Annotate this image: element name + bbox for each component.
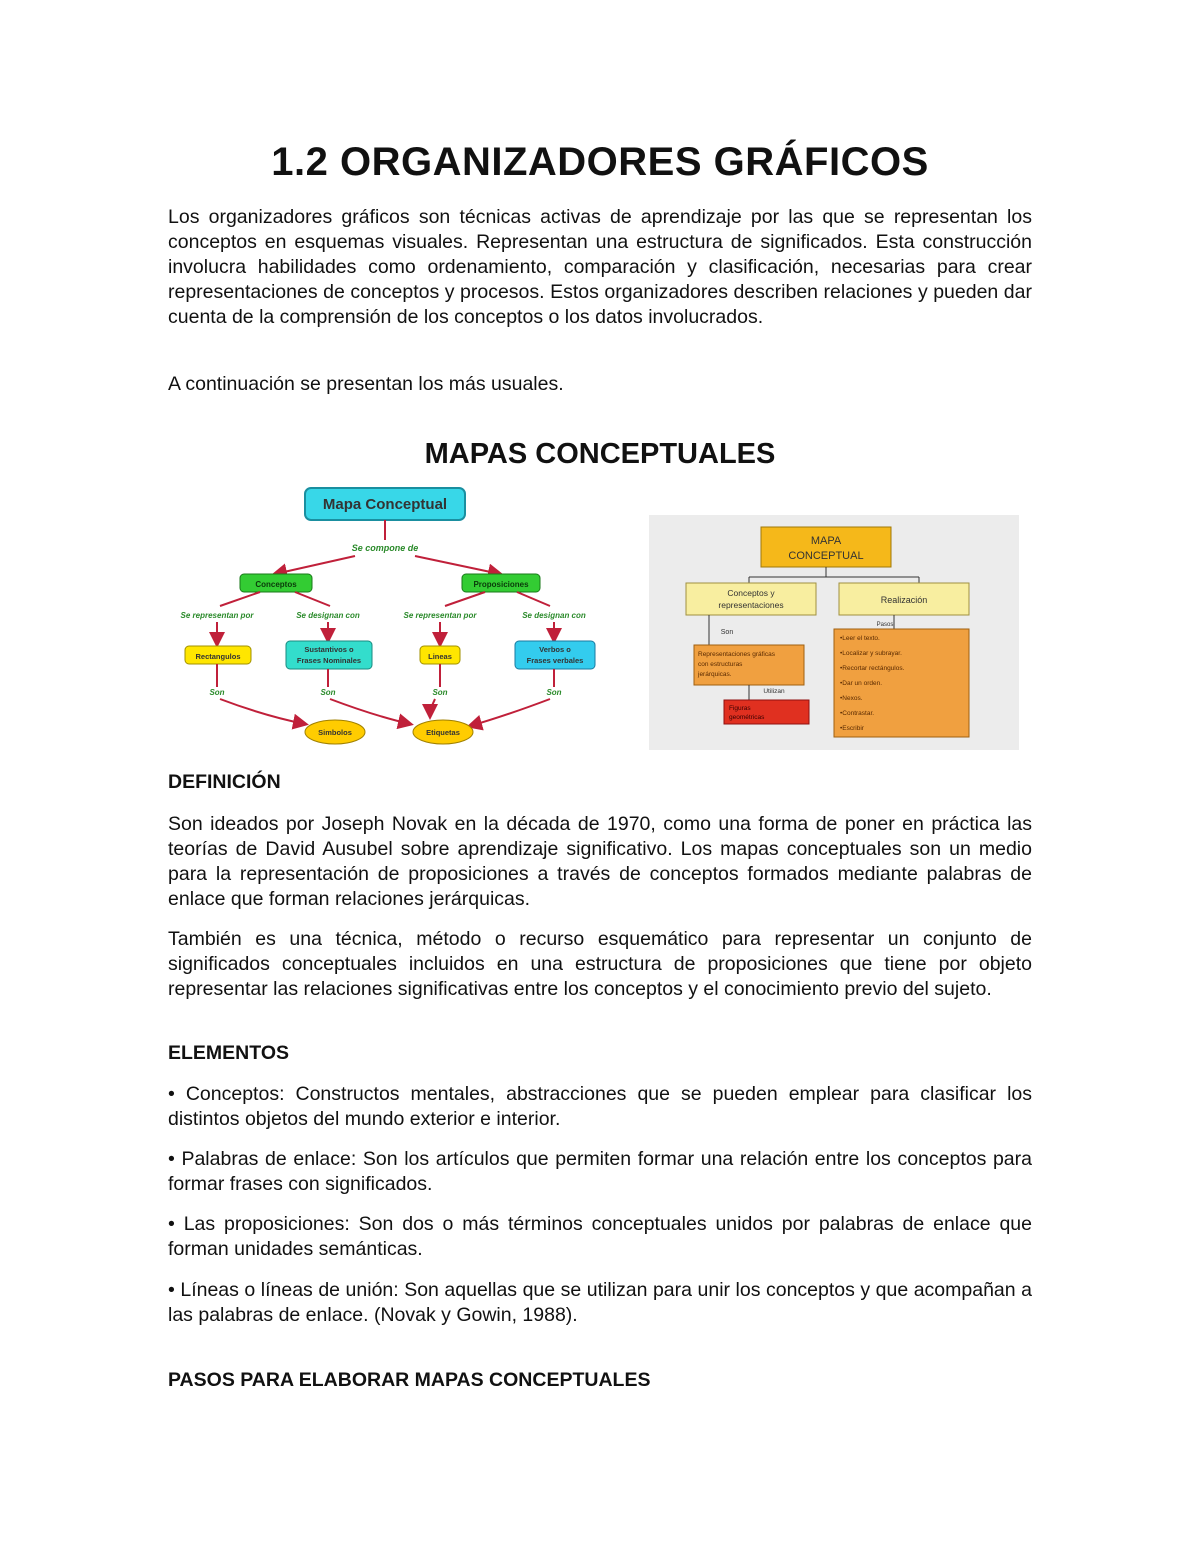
elementos-item: • Las proposiciones: Son dos o más términos conceptuales unidos por palabras de enlace que forman unidades semánticas.	[168, 1213, 1032, 1260]
map1-link-4: Se designan con	[522, 611, 586, 620]
map2-step-3: •Recortar rectángulos.	[840, 665, 905, 672]
map1-son-3: Son	[432, 688, 448, 697]
map1-edge	[430, 699, 435, 716]
map2-left-text-a: Conceptos y	[727, 588, 775, 598]
map1-left-text: Conceptos	[255, 580, 297, 589]
map2-step-5: •Nexos.	[840, 695, 863, 702]
map2-root-text-a: MAPA	[810, 535, 842, 547]
map2-step-7: •Escribir	[840, 725, 864, 732]
elementos-item: • Palabras de enlace: Son los artículos que permiten formar una relación entre los conceptos para formar frases con significados.	[168, 1148, 1032, 1195]
elementos-item: • Conceptos: Constructos mentales, abstracciones que se pueden emplear para clasificar los distintos objetos del mundo exterior e interior.	[168, 1083, 1032, 1130]
map2-figuras-text-a: Figuras	[729, 705, 751, 712]
map1-son-1: Son	[209, 688, 225, 697]
map1-edge	[295, 592, 330, 606]
map2-root-text-b: CONCEPTUAL	[788, 550, 864, 562]
map2-right-text: Realización	[880, 595, 928, 605]
map1-node-2-text-a: Sustantivos o	[304, 645, 354, 654]
map1-root-text: Mapa Conceptual	[322, 496, 448, 513]
map1-edge	[275, 556, 355, 574]
map2-repr-text-a: Representaciones gráficas	[698, 651, 775, 658]
map1-son-2: Son	[320, 688, 336, 697]
map1-edge	[517, 592, 550, 606]
map2-utilizan-label: Utilizan	[763, 688, 785, 695]
map1-edge	[415, 556, 500, 574]
intro-paragraph: Los organizadores gráficos son técnicas activas de aprendizaje por las que se representan los conceptos en esquemas visuales. Representan una estructura de significados. Esta construcción involucra habilidades como ordenamiento, comparación y clasificación, necesarias para crear representaciones de conceptos y procesos. Estos organizadores describen relaciones y pueden dar cuenta de la comprensión de los conceptos o los datos involucrados.	[168, 206, 1032, 328]
map1-node-1-text: Rectangulos	[195, 652, 241, 661]
section-title: MAPAS CONCEPTUALES	[424, 438, 776, 470]
map1-node-4-text-b: Frases verbales	[526, 656, 584, 665]
definicion-paragraph-2: También es una técnica, método o recurso esquemático para representar un conjunto de significados conceptuales incluidos en una estructura de proposiciones que tiene por objeto representar las relaciones significativas entre los conceptos y el conocimiento previo del sujeto.	[168, 928, 1032, 1000]
definicion-heading: DEFINICIÓN	[168, 771, 281, 793]
intro-continuation: A continuación se presentan los más usuales.	[168, 373, 564, 395]
concept-map-figure-2	[649, 515, 1019, 750]
elementos-heading: ELEMENTOS	[168, 1042, 289, 1064]
elementos-item: • Líneas o líneas de unión: Son aquellas que se utilizan para unir los conceptos y que acompañan a las palabras de enlace. (Novak y Gowin, 1988).	[168, 1279, 1032, 1326]
map2-step-6: •Contrastar.	[840, 710, 875, 717]
map2-step-2: •Localizar y subrayar.	[840, 650, 902, 657]
map1-node-4-text-a: Verbos o	[539, 645, 571, 654]
map1-link-2: Se designan con	[296, 611, 360, 620]
map1-edge	[220, 699, 305, 724]
page-title: 1.2 ORGANIZADORES GRÁFICOS	[271, 140, 929, 184]
map2-repr-text-c: jerárquicas.	[698, 671, 732, 678]
map1-link-root: Se compone de	[351, 543, 419, 553]
map1-link-3: Se representan por	[403, 611, 477, 620]
map2-pasos-label: Pasos	[876, 622, 894, 628]
map2-step-4: •Dar un orden.	[840, 680, 883, 687]
pasos-heading: PASOS PARA ELABORAR MAPAS CONCEPTUALES	[168, 1369, 651, 1391]
map1-node-2-text-b: Frases Nominales	[296, 656, 362, 665]
map2-figuras-text-b: geométricas	[729, 714, 765, 721]
map2-son-label: Son	[720, 629, 734, 636]
map1-tags-text: Etiquetas	[426, 728, 460, 737]
map2-left-text-b: representaciones	[718, 600, 784, 610]
map1-symbols-text: Simbolos	[318, 728, 352, 737]
map1-edge	[220, 592, 260, 606]
definicion-paragraph-1: Son ideados por Joseph Novak en la década de 1970, como una forma de poner en práctica las teorías de David Ausubel sobre aprendizaje significativo. Los mapas conceptuales son un medio para la representación de proposiciones a través de conceptos formados mediante palabras de enlace que forman relaciones jerárquicas.	[168, 813, 1032, 910]
map1-son-4: Son	[546, 688, 562, 697]
map2-repr-text-b: con estructuras	[698, 661, 743, 668]
map1-link-1: Se representan por	[180, 611, 254, 620]
concept-map-figure-1	[165, 484, 610, 749]
map1-edge	[470, 699, 550, 726]
map1-right-text: Proposiciones	[473, 580, 529, 589]
map2-step-1: •Leer el texto.	[840, 635, 880, 642]
map1-edge	[445, 592, 485, 606]
map1-node-3-text: Lineas	[428, 652, 452, 661]
